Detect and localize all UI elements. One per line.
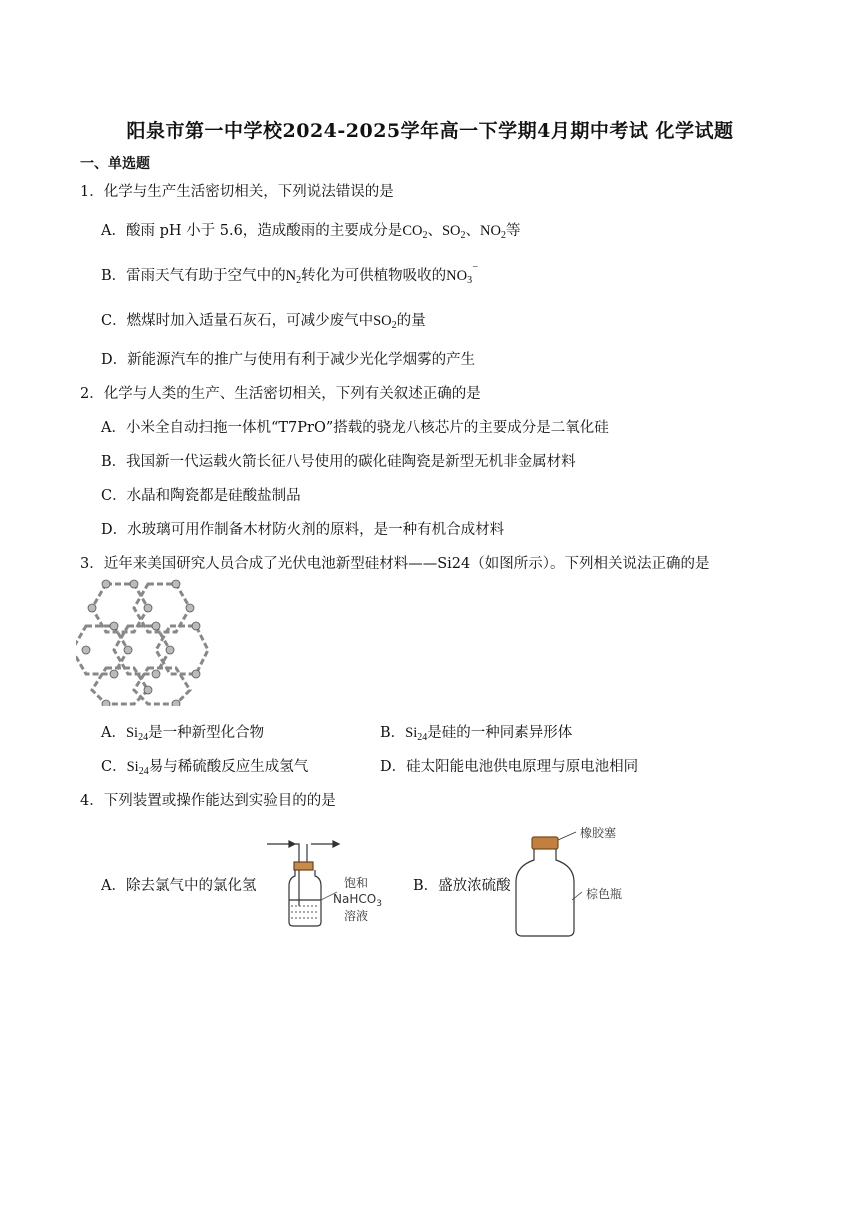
- label-nahco3: NaHCO$_3$: [333, 892, 382, 909]
- si24-structure-figure: [76, 576, 211, 706]
- question-2-option-a[interactable]: A．小米全自动扫拖一体机“T7PrO”搭载的骁龙八核芯片的主要成分是二氧化硅: [101, 420, 609, 436]
- question-3-option-a[interactable]: A．$Si_{24}$是一种新型化合物: [101, 725, 265, 743]
- page-title: 阳泉市第一中学校2024-2025学年高一下学期4月期中考试 化学试题: [126, 120, 734, 142]
- question-1-option-d[interactable]: D．新能源汽车的推广与使用有利于减少光化学烟雾的产生: [101, 352, 476, 368]
- question-3-stem: 3．近年来美国研究人员合成了光伏电池新型硅材料——Si24（如图所示）。下列相关说法正确的是: [80, 556, 710, 572]
- question-2-option-c[interactable]: C．水晶和陶瓷都是硅酸盐制品: [101, 488, 301, 504]
- question-2-option-d[interactable]: D．水玻璃可用作制备木材防火剂的原料，是一种有机合成材料: [101, 522, 505, 538]
- label-solution: 溶液: [344, 909, 369, 923]
- question-4-stem: 4．下列装置或操作能达到实验目的的是: [80, 793, 336, 809]
- question-4-option-a[interactable]: A．除去氯气中的氯化氢: [101, 878, 257, 894]
- label-brown-bottle: 棕色瓶: [586, 887, 623, 901]
- question-3-option-b[interactable]: B．$Si_{24}$是硅的一种同素异形体: [380, 725, 573, 743]
- question-1-option-c[interactable]: C．燃煤时加入适量石灰石，可减少废气中$SO_2$的量: [101, 313, 426, 331]
- question-4-option-b[interactable]: B．盛放浓硫酸: [413, 878, 511, 894]
- question-2-stem: 2．化学与人类的生产、生活密切相关，下列有关叙述正确的是: [80, 386, 481, 402]
- question-1-option-b[interactable]: B．雷雨天气有助于空气中的$N_2$转化为可供植物吸收的NO − $_3$: [101, 262, 479, 286]
- label-saturated: 饱和: [344, 876, 369, 890]
- question-3-option-c[interactable]: C．$Si_{24}$易与稀硫酸反应生成氢气: [101, 759, 309, 777]
- gas-washing-bottle-figure: [265, 836, 385, 928]
- section-heading: 一、单选题: [80, 156, 150, 172]
- question-1-option-a[interactable]: A．酸雨 pH 小于 5.6，造成酸雨的主要成分是$CO_2$、$SO_2$、$NO_2$等: [101, 223, 521, 241]
- question-3-option-d[interactable]: D．硅太阳能电池供电原理与原电池相同: [380, 759, 639, 775]
- brown-bottle-figure: [510, 822, 640, 940]
- label-rubber-stopper: 橡胶塞: [580, 826, 617, 840]
- question-1-stem: 1．化学与生产生活密切相关，下列说法错误的是: [80, 184, 394, 200]
- question-2-option-b[interactable]: B．我国新一代运载火箭长征八号使用的碳化硅陶瓷是新型无机非金属材料: [101, 454, 576, 470]
